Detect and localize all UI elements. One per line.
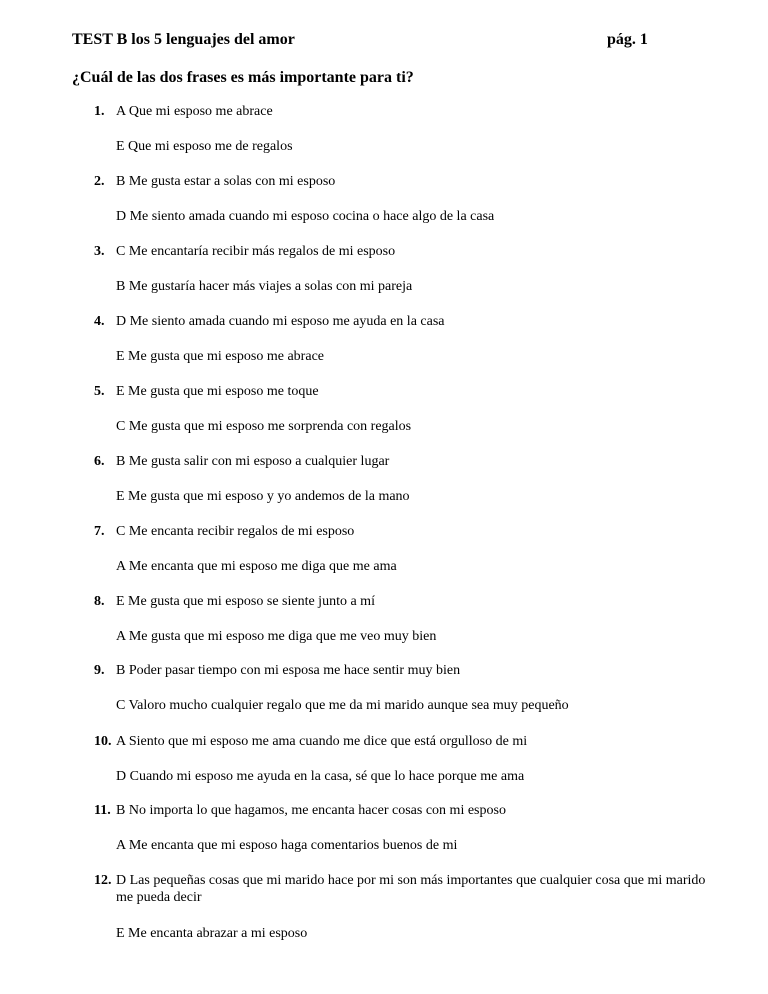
item-number: 4. — [94, 314, 105, 329]
page-number: pág. 1 — [607, 31, 648, 48]
option-second: C Me gusta que mi esposo me sorprenda con regalos — [116, 419, 412, 434]
document-title: TEST B los 5 lenguajes del amor — [72, 31, 295, 48]
option-second: E Me gusta que mi esposo me abrace — [116, 349, 324, 364]
option-second: E Me gusta que mi esposo y yo andemos de la mano — [116, 489, 410, 504]
option-second: D Me siento amada cuando mi esposo cocina o hace algo de la casa — [116, 209, 495, 224]
item-number: 12. — [94, 873, 112, 888]
option-second: B Me gustaría hacer más viajes a solas con mi pareja — [116, 279, 413, 294]
item-number: 11. — [94, 803, 111, 818]
option-first: B No importa lo que hagamos, me encanta hacer cosas con mi esposo — [116, 803, 506, 818]
option-first: A Que mi esposo me abrace — [116, 104, 273, 119]
option-first: E Me gusta que mi esposo se siente junto a mí — [116, 594, 375, 609]
option-second: D Cuando mi esposo me ayuda en la casa, sé que lo hace porque me ama — [116, 769, 525, 784]
item-number: 10. — [94, 734, 112, 749]
item-number: 2. — [94, 174, 105, 189]
option-second: A Me encanta que mi esposo haga comentarios buenos de mi — [116, 838, 458, 853]
option-first: B Me gusta salir con mi esposo a cualquier lugar — [116, 454, 390, 469]
option-first: E Me gusta que mi esposo me toque — [116, 384, 319, 399]
item-number: 8. — [94, 594, 105, 609]
option-second: E Me encanta abrazar a mi esposo — [116, 926, 308, 941]
item-number: 7. — [94, 524, 105, 539]
item-number: 5. — [94, 384, 105, 399]
item-number: 3. — [94, 244, 105, 259]
option-first: C Me encanta recibir regalos de mi esposo — [116, 524, 355, 539]
item-number: 9. — [94, 663, 105, 678]
item-number: 6. — [94, 454, 105, 469]
question-heading: ¿Cuál de las dos frases es más importante para ti? — [72, 69, 414, 86]
option-second: E Que mi esposo me de regalos — [116, 139, 293, 154]
option-second: A Me encanta que mi esposo me diga que me ama — [116, 559, 397, 574]
option-first: A Siento que mi esposo me ama cuando me dice que está orgulloso de mi — [116, 734, 528, 749]
option-first: C Me encantaría recibir más regalos de mi esposo — [116, 244, 396, 259]
option-second: A Me gusta que mi esposo me diga que me veo muy bien — [116, 629, 437, 644]
option-first: D Me siento amada cuando mi esposo me ayuda en la casa — [116, 314, 445, 329]
option-second: C Valoro mucho cualquier regalo que me da mi marido aunque sea muy pequeño — [116, 698, 569, 713]
option-first: D Las pequeñas cosas que mi marido hace por mi son más importantes que cualquier cosa que mi marido me pueda decir — [116, 873, 706, 905]
option-first: B Me gusta estar a solas con mi esposo — [116, 174, 336, 189]
option-first: B Poder pasar tiempo con mi esposa me hace sentir muy bien — [116, 663, 461, 678]
item-number: 1. — [94, 104, 105, 119]
